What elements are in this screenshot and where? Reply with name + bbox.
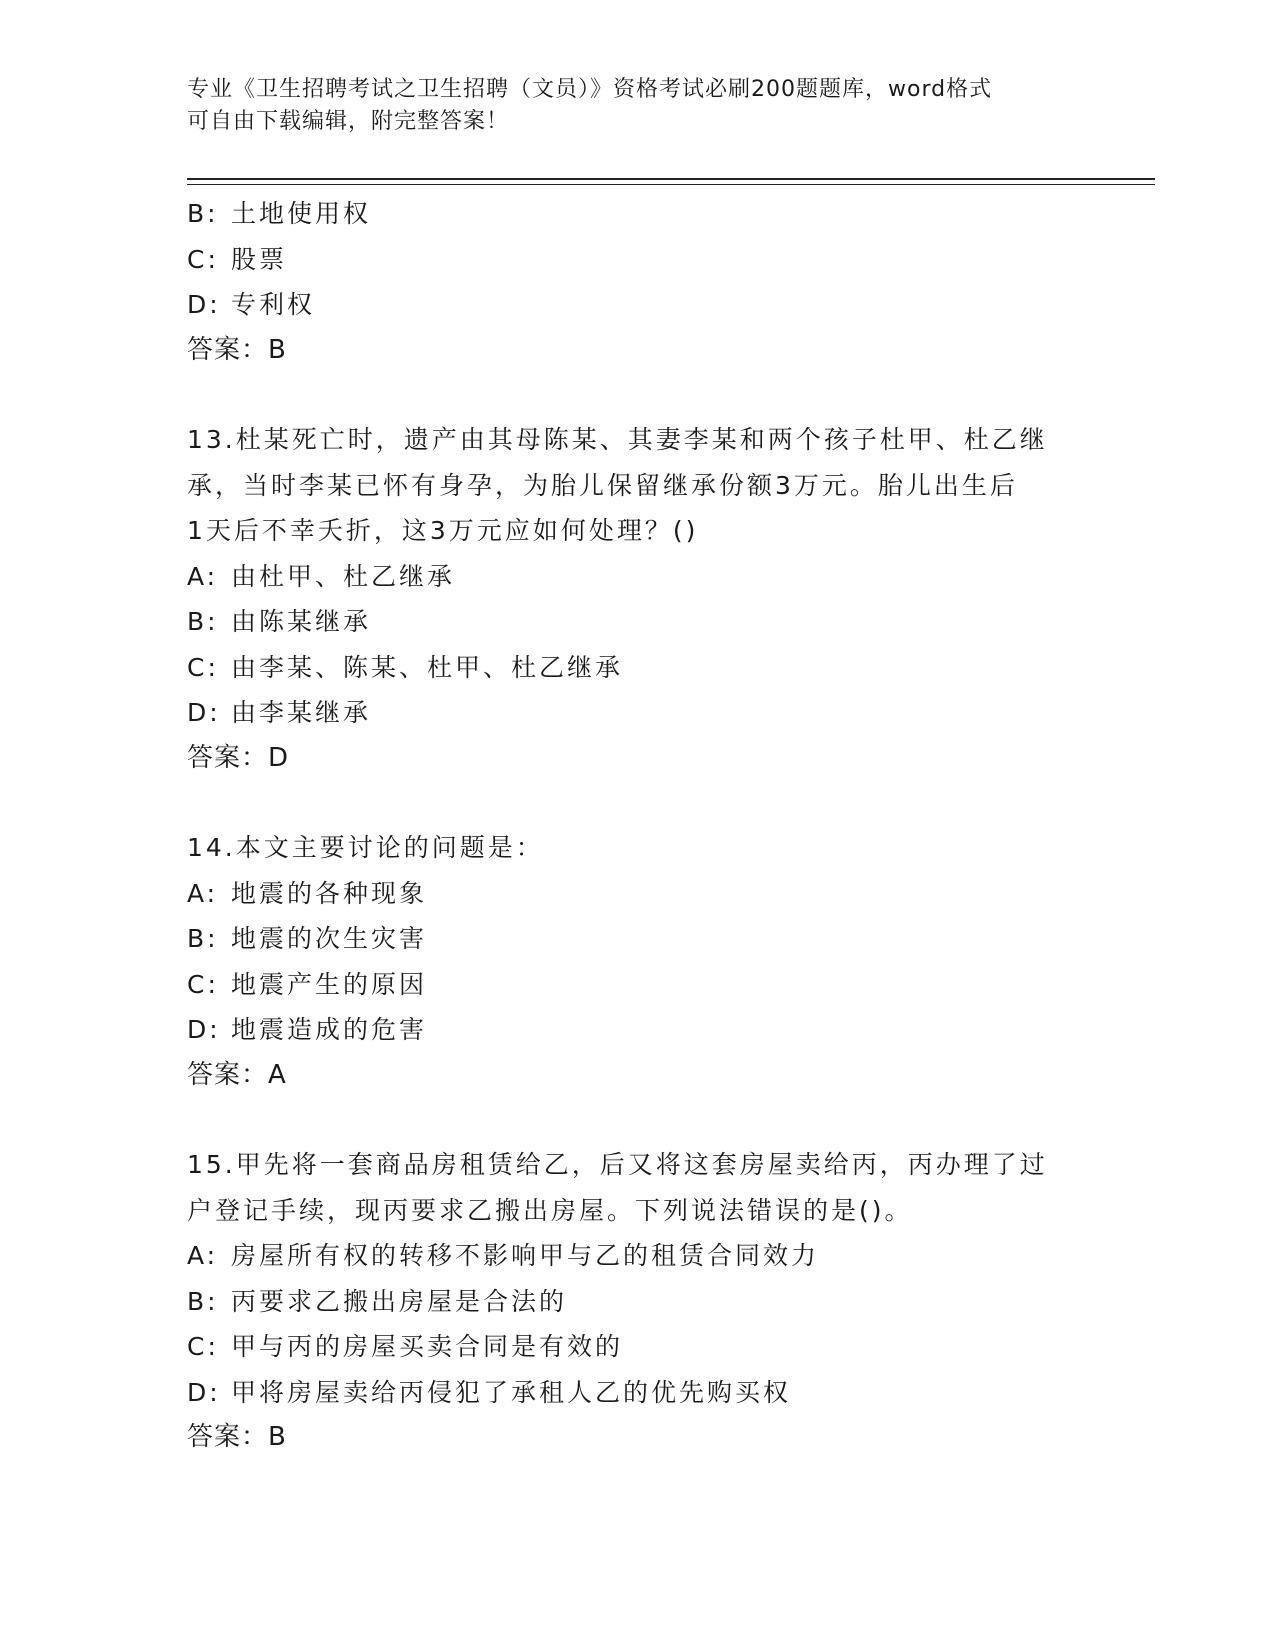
option-text: 地震产生的原因 [231, 969, 428, 999]
option-text: 由李某继承 [231, 698, 372, 727]
option-a [187, 554, 1087, 600]
question-stem-line: 1天后不幸夭折，这3万元应如何处理？() [187, 516, 699, 545]
option-b [187, 916, 1087, 962]
answer-line: 答案：B [187, 1422, 287, 1452]
header-divider-thin [187, 184, 1155, 185]
question-15 [187, 1142, 1087, 1461]
option-b [187, 1279, 1087, 1325]
option-key: A: [187, 1241, 219, 1270]
option-c [187, 1324, 1087, 1370]
option-a [187, 871, 1087, 917]
option-d [187, 282, 1087, 328]
header-line-2: 可自由下载编辑，附完整答案！ [187, 109, 510, 134]
option-text: 专利权 [231, 290, 316, 319]
header-line-1: 专业《卫生招聘考试之卫生招聘（文员）》资格考试必刷200题题库，word格式 [187, 77, 993, 102]
option-text: 地震的次生灾害 [231, 924, 428, 953]
question-stem-line: 15.甲先将一套商品房租赁给乙，后又将这套房屋卖给丙，丙办理了过 [187, 1150, 1048, 1179]
option-d [187, 1370, 1087, 1416]
option-key: D: [187, 698, 221, 727]
answer-line: 答案：D [187, 742, 290, 773]
answer-line: 答案：A [187, 1059, 287, 1090]
option-c [187, 237, 1087, 283]
option-key: D: [187, 1377, 221, 1407]
option-text: 由陈某继承 [231, 607, 372, 636]
option-c [187, 645, 1087, 691]
question-14 [187, 825, 1087, 1098]
option-key: C: [187, 652, 219, 682]
option-text: 由李某、陈某、杜甲、杜乙继承 [231, 652, 624, 682]
answer-line: 答案：B [187, 334, 287, 365]
option-d [187, 690, 1087, 736]
option-text: 由杜甲、杜乙继承 [231, 561, 456, 591]
option-text: 股票 [231, 244, 288, 274]
option-key: B: [187, 199, 219, 228]
option-text: 地震的各种现象 [231, 878, 428, 908]
question-12-continuation [187, 191, 1087, 373]
document-header [187, 74, 1067, 138]
question-13 [187, 417, 1087, 781]
option-text: 房屋所有权的转移不影响甲与乙的租赁合同效力 [231, 1241, 820, 1270]
option-text: 甲与丙的房屋买卖合同是有效的 [231, 1332, 624, 1361]
option-key: A: [187, 878, 219, 908]
option-text: 土地使用权 [231, 199, 372, 228]
option-b [187, 599, 1087, 645]
option-key: B: [187, 924, 219, 953]
option-key: B: [187, 1286, 219, 1316]
question-stem-line: 户登记手续，现丙要求乙搬出房屋。下列说法错误的是()。 [187, 1195, 913, 1225]
option-d [187, 1007, 1087, 1053]
question-stem-line: 承，当时李某已怀有身孕，为胎儿保留继承份额3万元。胎儿出生后 [187, 470, 1018, 500]
document-body [187, 191, 1087, 1461]
option-text: 地震造成的危害 [231, 1015, 428, 1044]
option-key: C: [187, 969, 219, 999]
question-stem-line: 14.本文主要讨论的问题是： [187, 833, 544, 862]
option-key: C: [187, 1332, 219, 1361]
option-b [187, 191, 1087, 237]
option-text: 甲将房屋卖给丙侵犯了承租人乙的优先购买权 [231, 1377, 792, 1407]
option-key: B: [187, 607, 219, 636]
option-key: D: [187, 1015, 221, 1044]
header-divider-thick [187, 178, 1155, 180]
option-c [187, 962, 1087, 1008]
option-a [187, 1233, 1087, 1279]
option-text: 丙要求乙搬出房屋是合法的 [231, 1286, 568, 1316]
option-key: A: [187, 561, 219, 591]
option-key: D: [187, 290, 221, 319]
option-key: C: [187, 244, 219, 274]
question-stem-line: 13.杜某死亡时，遗产由其母陈某、其妻李某和两个孩子杜甲、杜乙继 [187, 425, 1048, 454]
